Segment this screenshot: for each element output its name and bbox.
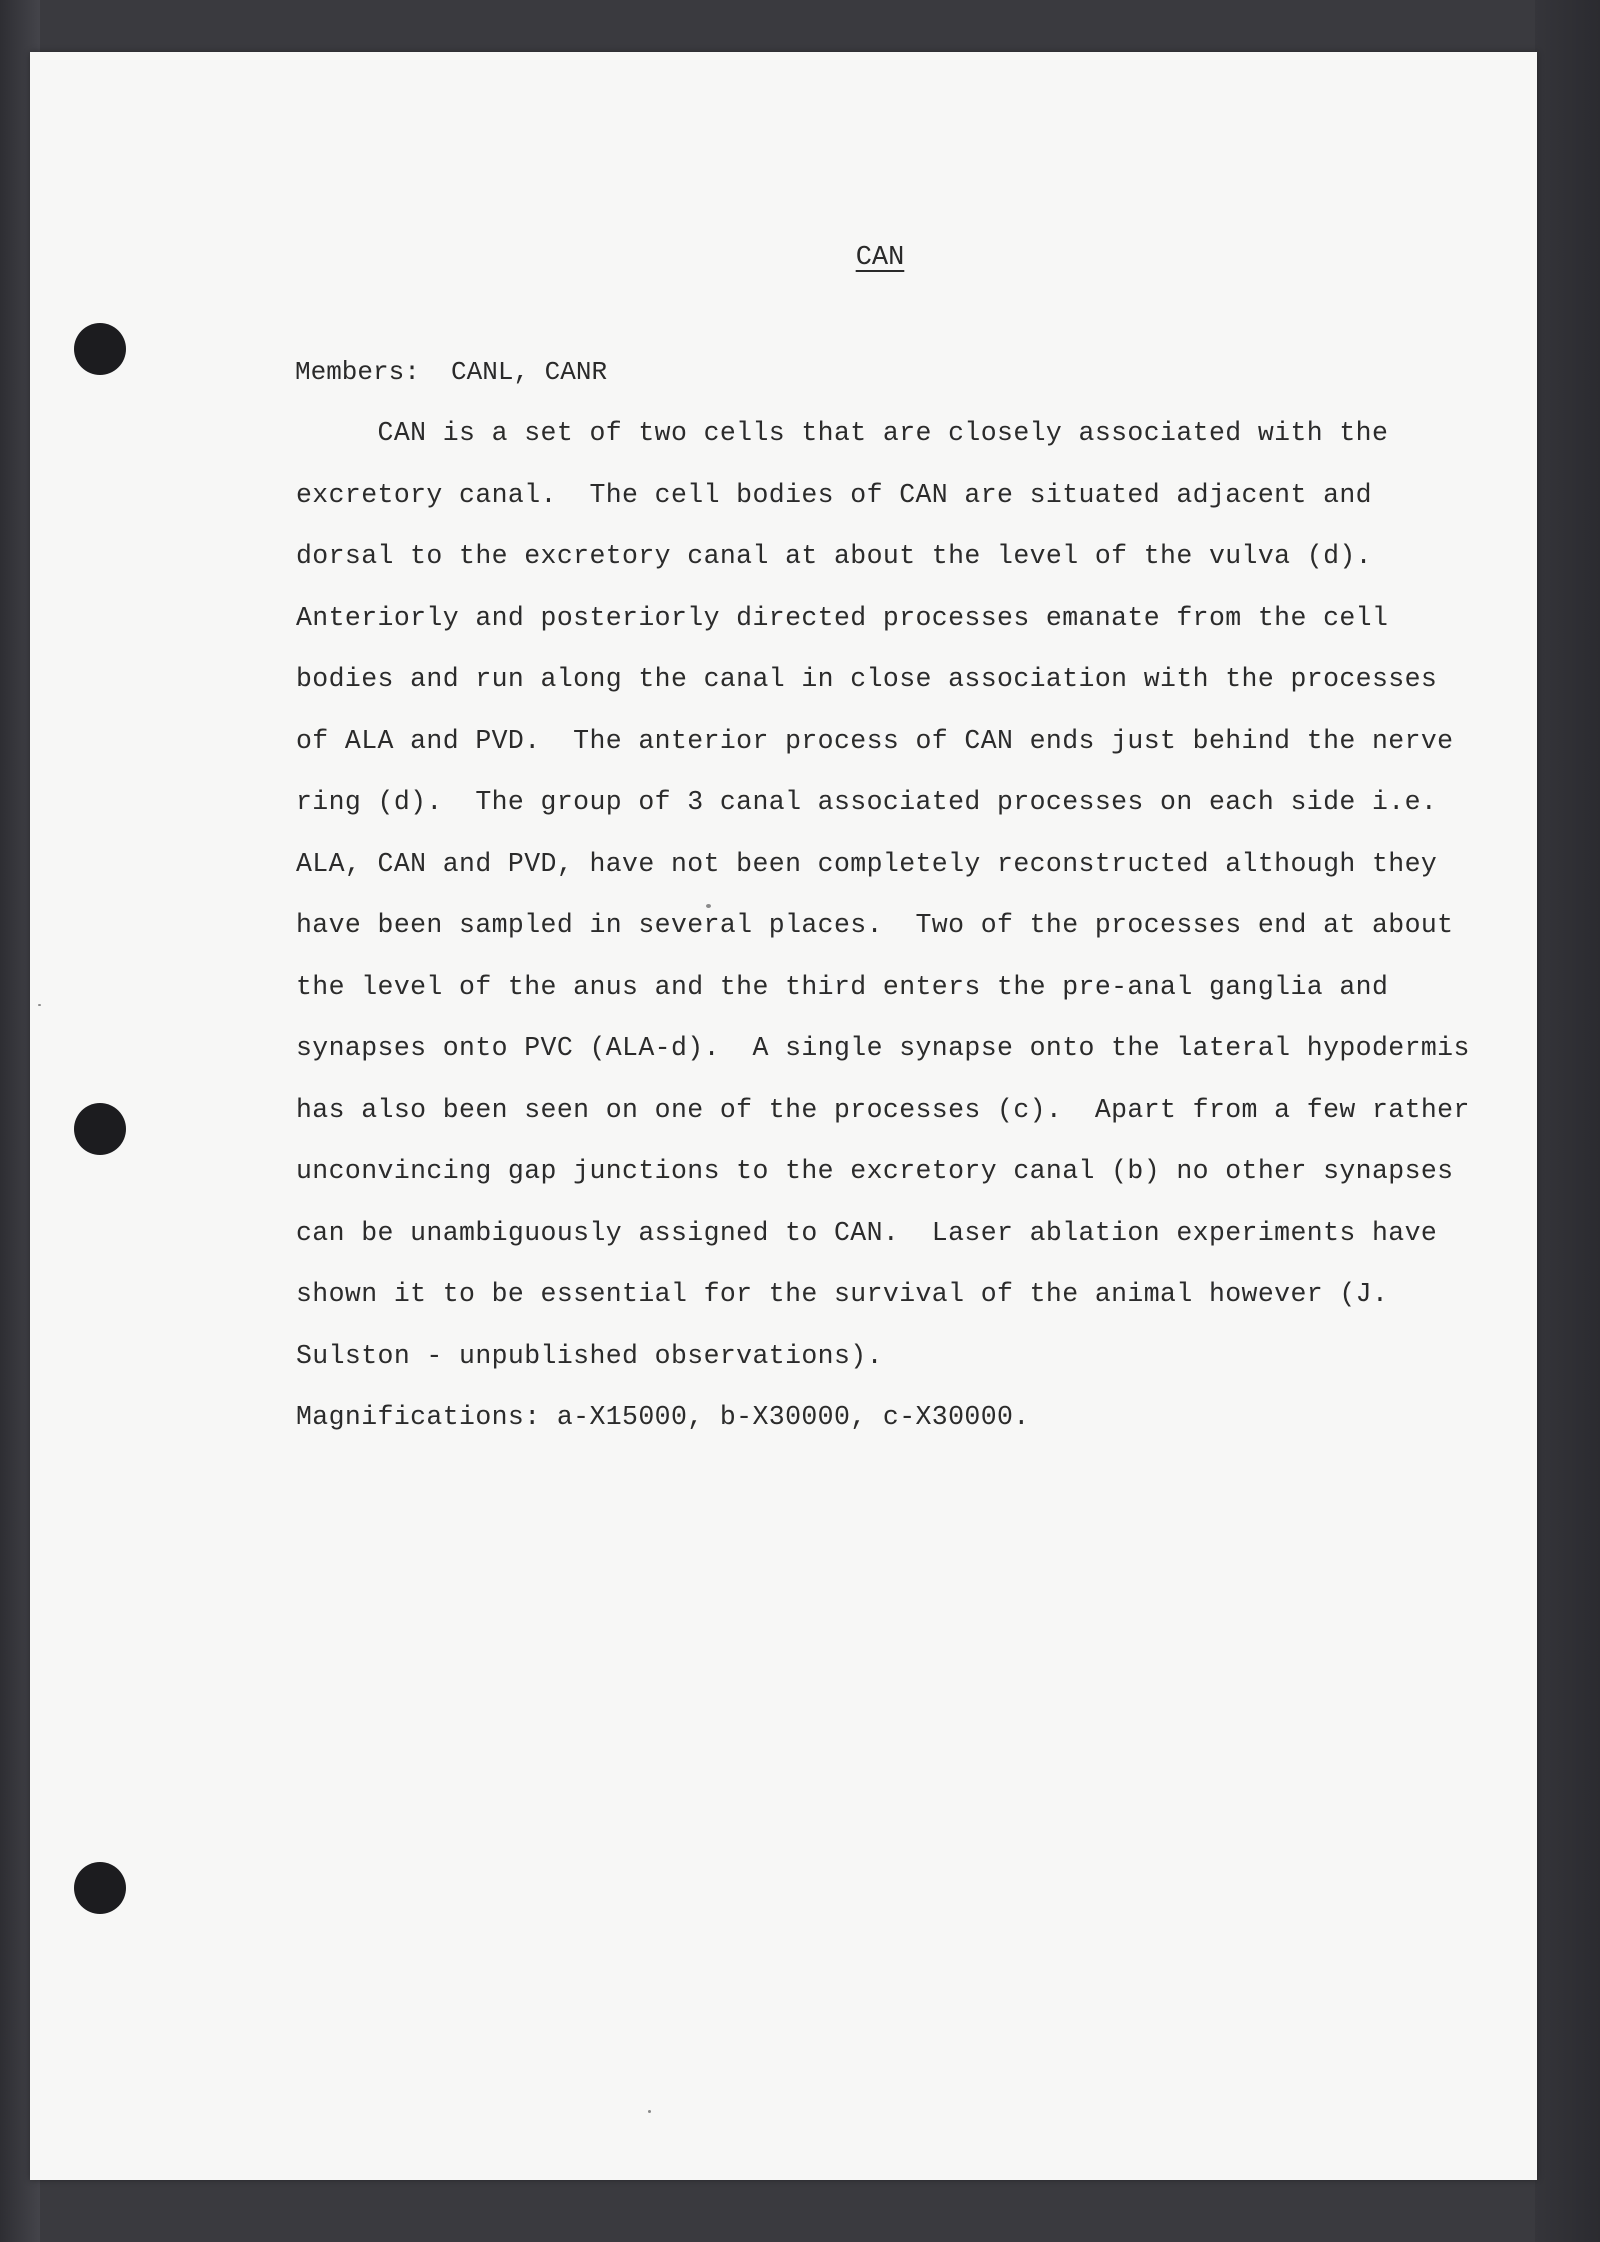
body-line: synapses onto PVC (ALA-d). A single synapse onto the lateral hypodermis	[296, 1033, 1470, 1063]
body-line: can be unambiguously assigned to CAN. Laser ablation experiments have	[296, 1217, 1438, 1248]
body-line: unconvincing gap junctions to the excretory canal (b) no other synapses	[296, 1156, 1454, 1186]
paper-sheet	[30, 52, 1537, 2180]
body-line: CAN is a set of two cells that are closely associated with the	[296, 418, 1389, 448]
scan-background-right	[1535, 0, 1600, 2242]
body-paragraph	[296, 418, 1470, 1402]
body-line: has also been seen on one of the processes (c). Apart from a few rather	[296, 1094, 1470, 1125]
body-line: ALA, CAN and PVD, have not been completely reconstructed although they	[296, 848, 1438, 879]
members-line	[295, 357, 607, 387]
body-line: the level of the anus and the third enters the pre-anal ganglia and	[296, 971, 1389, 1002]
punch-hole-middle	[74, 1103, 126, 1155]
body-line: have been sampled in several places. Two of the processes end at about	[296, 910, 1454, 940]
body-line: Sulston - unpublished observations).	[296, 1340, 883, 1371]
body-line: excretory canal. The cell bodies of CAN are situated adjacent and	[296, 479, 1372, 510]
page-title-text: CAN	[855, 243, 905, 273]
punch-hole-bottom	[74, 1862, 126, 1914]
members-value: CANL, CANR	[451, 357, 608, 387]
paper-speck	[38, 1004, 41, 1006]
body-line: bodies and run along the canal in close association with the processes	[296, 664, 1438, 694]
magnifications-line: Magnifications: a-X15000, b-X30000, c-X30000.	[296, 1402, 1030, 1432]
body-line: ring (d). The group of 3 canal associated processes on each side i.e.	[296, 787, 1438, 817]
body-line: Anteriorly and posteriorly directed processes emanate from the cell	[296, 602, 1389, 633]
members-label: Members:	[295, 357, 420, 387]
body-line: dorsal to the excretory canal at about the level of the vulva (d).	[296, 541, 1372, 571]
punch-hole-top	[74, 323, 126, 375]
body-line: shown it to be essential for the survival of the animal however (J.	[296, 1279, 1389, 1309]
body-line: of ALA and PVD. The anterior process of CAN ends just behind the nerve	[296, 725, 1454, 756]
paper-speck	[648, 2110, 651, 2113]
page-title	[30, 243, 1600, 273]
